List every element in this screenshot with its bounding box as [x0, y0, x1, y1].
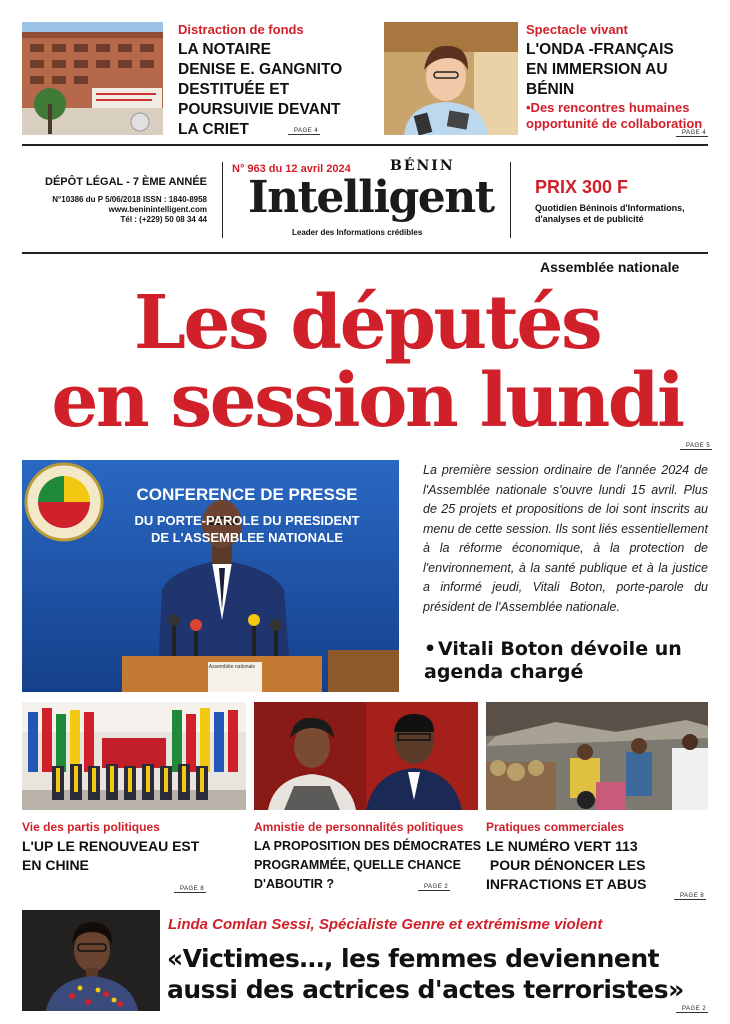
story-kicker: Amnistie de personnalités politiques: [254, 820, 464, 834]
title-line: L'ONDA -FRANÇAIS: [526, 41, 674, 58]
registration: N°10386 du P 5/06/2018 ISSN : 1840-8958: [52, 195, 207, 204]
interview-kicker: Linda Comlan Sessi, Spécialiste Genre et extrémisme violent: [168, 916, 603, 933]
website[interactable]: www.beninintelligent.com: [108, 205, 207, 214]
title-line: DESTITUÉE ET: [178, 81, 290, 98]
page-ref: PAGE 2: [418, 884, 450, 891]
logo-intelligent[interactable]: Intelligent: [248, 172, 494, 223]
teaser-right-kicker: Spectacle vivant: [526, 22, 628, 37]
story-title-line: LA PROPOSITION DES DÉMOCRATES: [254, 839, 482, 853]
bullet-text: Vitali Boton dévoile un: [438, 638, 682, 660]
subtitle-line: •Des rencontres humaines: [526, 100, 690, 115]
page-ref: PAGE 2: [676, 1006, 708, 1013]
bullet-subhead[interactable]: [424, 638, 714, 684]
teaser-right-photo[interactable]: [384, 22, 518, 135]
title-line: BÉNIN: [526, 81, 575, 98]
logo-benin: BÉNIN: [390, 158, 455, 174]
masthead-center: [222, 150, 510, 250]
interview-quote[interactable]: [167, 943, 712, 1005]
photo-banner: [102, 484, 392, 546]
title-line: LA NOTAIRE: [178, 41, 271, 58]
subtitle-line: opportunité de collaboration: [526, 116, 703, 131]
story-2-photo[interactable]: [254, 702, 478, 810]
page-ref: PAGE 8: [674, 893, 706, 900]
teaser-left-title[interactable]: [178, 40, 378, 140]
story-title-line: EN CHINE: [22, 857, 89, 873]
story-kicker: Vie des partis politiques: [22, 820, 160, 834]
story-title-line: POUR DÉNONCER LES: [486, 857, 646, 873]
story-title-line: LE NUMÉRO VERT 113: [486, 838, 638, 854]
lead-paragraph: La première session ordinaire de l'année 2024 de l'Assemblée nationale s'ouvre lundi 15 avril. Plus de 25 projets et propositions de loi sont inscrits au menu de cette session. Ils sont liés essentiellement à la réforme économique, à la protection de l'environnement, à la santé publique et à la justice a informé jeudi, Vitali Boton, porte-parole du président de l'Assemblée nationale.: [423, 463, 708, 614]
story-title-line: INFRACTIONS ET ABUS: [486, 876, 647, 892]
quote-line: «Victimes…, les femmes deviennent: [167, 944, 660, 973]
podium-label: Assemblée nationale: [208, 664, 256, 670]
title-line: POURSUIVIE DEVANT: [178, 101, 341, 118]
interview-photo[interactable]: [22, 910, 160, 1011]
teaser-right-title[interactable]: [526, 40, 726, 132]
title-line: LA CRIET: [178, 121, 249, 138]
teaser-left-photo[interactable]: [22, 22, 163, 135]
story-kicker: Pratiques commerciales: [486, 820, 625, 834]
page-ref: PAGE 4: [288, 128, 320, 135]
story-title-line: D'ABOUTIR ?: [254, 877, 335, 891]
section-label: Assemblée nationale: [540, 259, 680, 275]
description-line: Quotidien Béninois d'Informations,: [535, 203, 685, 213]
price: PRIX 300 F: [535, 177, 629, 197]
banner-line: DE L'ASSEMBLEE NATIONALE: [150, 530, 344, 545]
story-title-line: L'UP LE RENOUVEAU EST: [22, 838, 200, 854]
headline-line: Les députés: [133, 280, 601, 366]
teaser-left-kicker: Distraction de fonds: [178, 22, 304, 37]
title-line: EN IMMERSION AU: [526, 61, 668, 78]
story-1[interactable]: [22, 820, 246, 875]
page-ref: PAGE 5: [680, 443, 712, 450]
banner-line: CONFERENCE DE PRESSE: [136, 485, 358, 504]
masthead-left: [22, 175, 207, 225]
banner-line: DU PORTE-PAROLE DU PRESIDENT: [134, 513, 360, 528]
masthead-right: [535, 176, 715, 225]
masthead-divider-right: [510, 162, 511, 238]
tagline: Leader des Informations crédibles: [292, 228, 423, 237]
story-2[interactable]: [254, 820, 486, 894]
telephone: Tél : (+229) 50 08 34 44: [120, 215, 207, 224]
bullet-line: [424, 638, 714, 661]
main-headline[interactable]: [22, 280, 712, 444]
story-3-photo[interactable]: [486, 702, 708, 810]
description-line: d'analyses et de publicité: [535, 214, 644, 224]
story-1-photo[interactable]: [22, 702, 246, 810]
page-ref: PAGE 4: [676, 130, 708, 137]
title-line: DENISE E. GANGNITO: [178, 61, 343, 78]
story-3[interactable]: [486, 820, 708, 894]
headline-line: en session lundi: [51, 358, 683, 444]
quote-line: aussi des actrices d'actes terroristes»: [167, 975, 684, 1004]
story-title-line: PROGRAMMÉE, QUELLE CHANCE: [254, 858, 461, 872]
issue-number: N° 963 du 12 avril 2024: [232, 163, 351, 175]
depot-legal: DÉPÔT LÉGAL - 7 ÈME ANNÉE: [45, 176, 207, 188]
bullet-line: agenda chargé: [424, 661, 584, 683]
masthead-top-rule: [22, 144, 708, 146]
masthead-bottom-rule: [22, 252, 708, 254]
page-ref: PAGE 8: [174, 886, 206, 893]
main-photo[interactable]: [22, 460, 399, 692]
bullet-icon: •: [424, 638, 437, 660]
